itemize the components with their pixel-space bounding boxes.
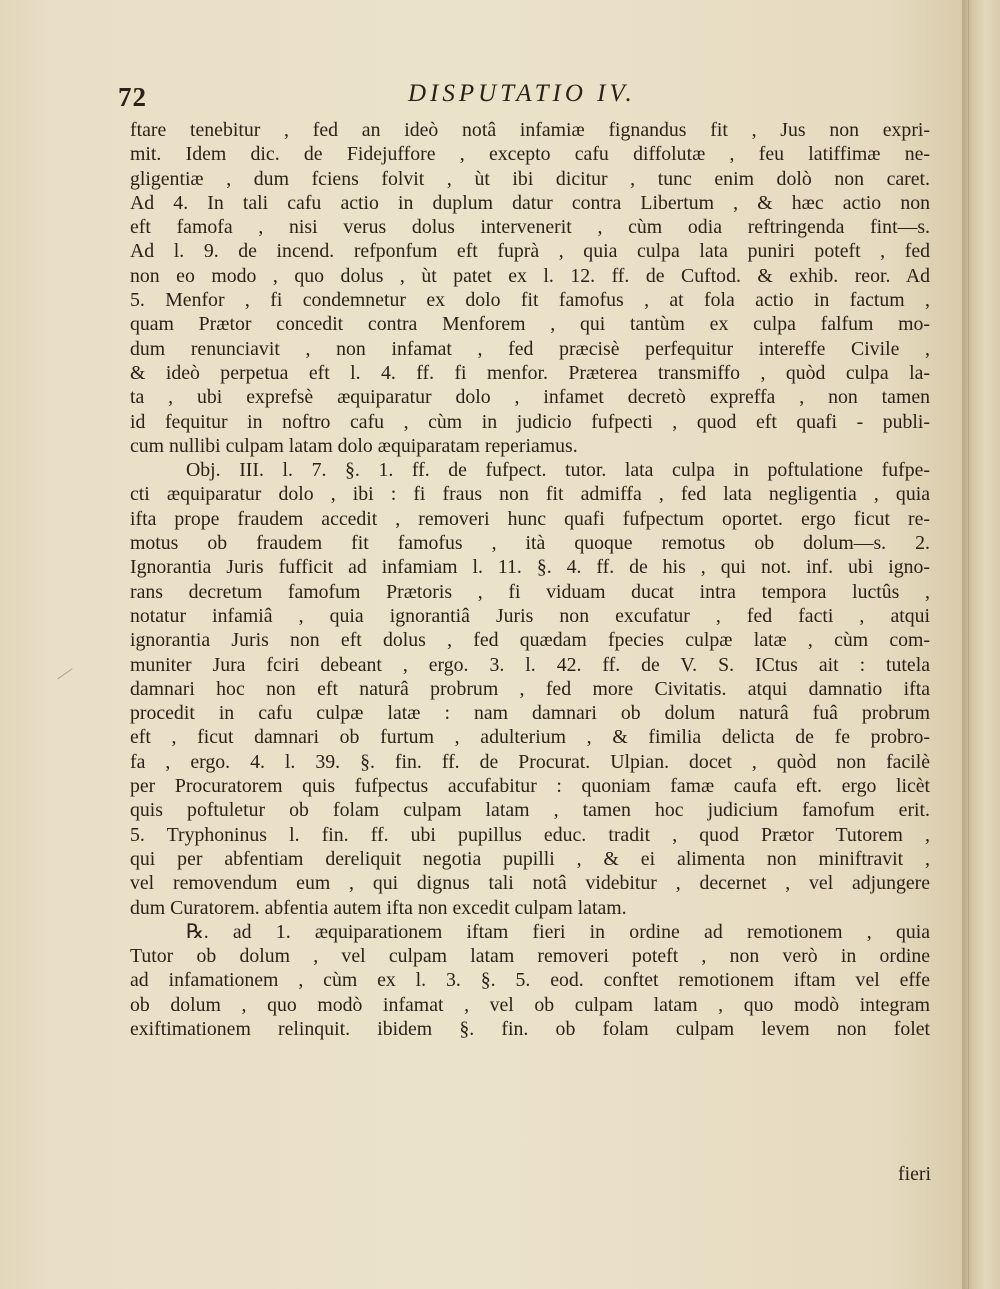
text-line: gligentiæ , dum fciens folvit , ùt ibi dicitur , tunc enim dolò non caret.: [130, 167, 930, 190]
text-line: procedit in cafu culpæ latæ : nam damnari ob dolum naturâ fuâ probrum: [130, 702, 930, 725]
page-header: [118, 78, 938, 118]
page-number: 72: [118, 82, 147, 112]
page-edge-shadow: [962, 0, 1000, 1289]
text-line: 5. Tryphoninus l. fin. ff. ubi pupillus educ. tradit , quod Prætor Tutorem ,: [130, 823, 930, 846]
running-title: DISPUTATIO IV.: [408, 80, 636, 107]
text-line: & ideò perpetua eft l. 4. ff. fi menfor. Præterea transmiffo , quòd culpa la-: [130, 361, 930, 384]
text-line: Ad l. 9. de incend. refponfum eft fuprà , quia culpa lata puniri poteft , fed: [130, 240, 930, 263]
text-line: notatur infamiâ , quia ignorantiâ Juris non excufatur , fed facti , atqui: [130, 604, 930, 627]
text-line: dum Curatorem. abfentia autem ifta non excedit culpam latam.: [130, 896, 627, 919]
text-line: muniter Jura fciri debeant , ergo. 3. l. 42. ff. de V. S. ICtus ait : tutela: [130, 653, 930, 676]
text-line: ta , ubi exprefsè æquiparatur dolo , infamet decretò expreffa , non tamen: [130, 386, 930, 409]
text-line: ftare tenebitur , fed an ideò notâ infamiæ fignandus fit , Jus non expri-: [130, 119, 930, 141]
catchword: fieri: [898, 1163, 931, 1185]
text-line: ob dolum , quo modò infamat , vel ob culpam latam , quo modò integram: [130, 993, 930, 1016]
text-line: qui per abfentiam dereliquit negotia pupilli , & ei alimenta non miniftravit ,: [130, 847, 930, 870]
text-line: quis poftuletur ob folam culpam latam , tamen hoc judicium famofum erit.: [130, 799, 930, 822]
text-line: dum renunciavit , non infamat , fed præcisè perfequitur intereffe Civile ,: [130, 337, 930, 360]
text-line: cti æquiparatur dolo , ibi : fi fraus non fit admiffa , fed lata negligentia , quia: [130, 483, 930, 506]
text-line: 5. Menfor , fi condemnetur ex dolo fit famofus , at fola actio in factum ,: [130, 289, 930, 312]
body-text: [130, 118, 930, 1041]
text-line: vel removendum eum , qui dignus tali notâ videbitur , decernet , vel adjungere: [130, 872, 930, 895]
text-line: motus ob fraudem fit famofus , ità quoque remotus ob dolum—s. 2.: [130, 532, 930, 555]
text-line: Obj. III. l. 7. §. 1. ff. de fufpect. tutor. lata culpa in poftulatione fufpe-: [186, 459, 930, 482]
text-line: eft , ficut damnari ob furtum , adulterium , & fimilia delicta de fe probro-: [130, 726, 930, 749]
text-line: ad infamationem , cùm ex l. 3. §. 5. eod. conftet remotionem iftam vel effe: [130, 969, 930, 992]
pen-mark: [57, 668, 80, 691]
text-line: fa , ergo. 4. l. 39. §. fin. ff. de Procurat. Ulpian. docet , quòd non facilè: [130, 750, 930, 773]
text-line: Tutor ob dolum , vel culpam latam removeri poteft , non verò in ordine: [130, 945, 930, 968]
text-line: non eo modo , quo dolus , ùt patet ex l. 12. ff. de Cuftod. & exhib. reor. Ad: [130, 264, 930, 287]
text-line: cum nullibi culpam latam dolo æquiparatam reperiamus.: [130, 434, 578, 457]
text-line: id fequitur in noftro cafu , cùm in judicio fufpecti , quod eft quafi - publi-: [130, 410, 930, 433]
text-line: exiftimationem relinquit. ibidem §. fin. ob folam culpam levem non folet: [130, 1017, 930, 1040]
text-line: per Procuratorem quis fufpectus accufabitur : quoniam famæ caufa eft. ergo licèt: [130, 775, 930, 798]
text-line: Ignorantia Juris fufficit ad infamiam l. 11. §. 4. ff. de his , qui not. inf. ubi igno-: [130, 556, 930, 579]
text-line: Ad 4. In tali cafu actio in duplum datur contra Libertum , & hæc actio non: [130, 191, 930, 214]
text-line: eft famofa , nisi verus dolus intervenerit , cùm odia reftringenda fint—s.: [130, 216, 930, 239]
text-line: damnari hoc non eft naturâ probrum , fed more Civitatis. atqui damnatio ifta: [130, 677, 930, 700]
text-line: ℞. ad 1. æquiparationem iftam fieri in ordine ad remotionem , quia: [186, 920, 930, 943]
text-line: ignorantia Juris non eft dolus , fed quædam fpecies culpæ latæ , cùm com-: [130, 629, 930, 652]
text-line: quam Prætor concedit contra Menforem , qui tantùm ex culpa falfum mo-: [130, 313, 930, 336]
text-line: rans decretum famofum Prætoris , fi viduam ducat intra tempora luctûs ,: [130, 580, 930, 603]
text-line: mit. Idem dic. de Fidejuffore , excepto cafu diffolutæ , feu latiffimæ ne-: [130, 143, 930, 166]
text-line: ifta prope fraudem accedit , removeri hunc quafi fufpectum oportet. ergo ficut re-: [130, 507, 930, 530]
